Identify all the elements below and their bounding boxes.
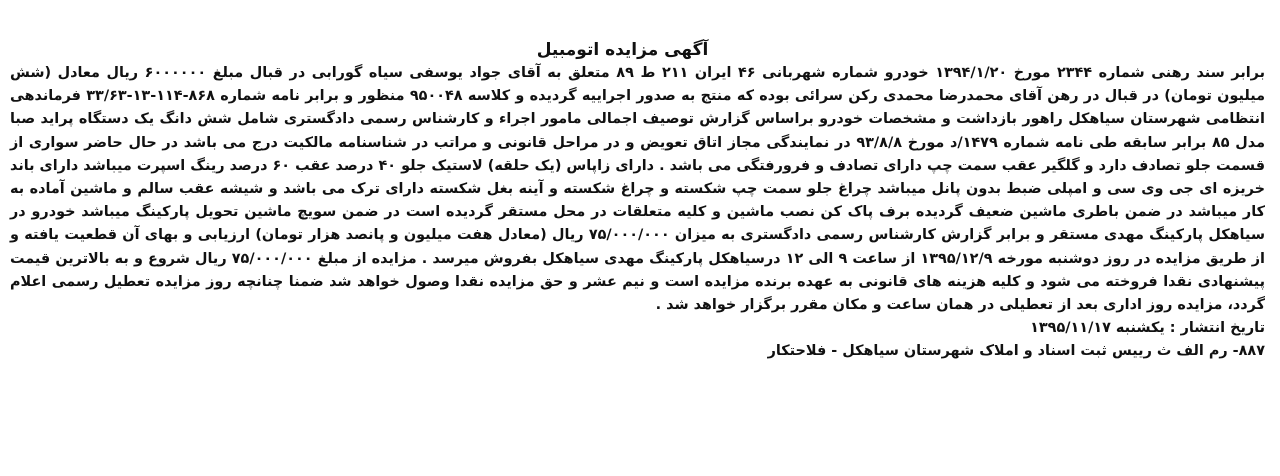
signature-line: ۸۸۷- رم الف ث رییس ثبت اسناد و املاک شهرستان سیاهکل - فلاحتکار xyxy=(767,343,1265,360)
notice-title: آگهی مزایده اتومبیل xyxy=(536,40,709,60)
watermark-phone: ۰۲۱-۸۸۳۴۹۶۷۰-۵ xyxy=(470,360,715,395)
publish-date: تاریخ انتشار : یکشنبه ۱۳۹۵/۱۱/۱۷ xyxy=(1030,320,1265,337)
auction-notice xyxy=(10,38,1265,456)
notice-body: برابر سند رهنی شماره ۲۳۴۴ مورخ ۱۳۹۴/۱/۲۰ خودرو شماره شهربانی ۴۶ ایران ۲۱۱ ط ۸۹ متعلق به آقای جواد یوسفی سیاه گورابی در قبال مبلغ ۶۰۰۰۰۰۰ ریال معادل (شش میلیون تومان) در قبال در رهن آقای محمدرضا محمدی رکن سرائی بوده که منتج به صدور اجراییه گردیده و کلاسه ۹۵۰۰۴۸ منظور و برابر نامه شماره ۸۶۸-۱۱۴-۱۳-۳۳/۶۳ فرماندهی انتظامی شهرستان سیاهکل راهور بازداشت و مشخصات خودرو براساس گزارش توصیف اجمالی مامور اجراء و کارشناس رسمی دادگستری شامل شش دانگ یک دستگاه پراید صبا مدل ۸۵ برابر سابقه طی نامه شماره ۱۴۷۹/د مورخ ۹۳/۸/۸ در نمایندگی مجاز اتاق تعویض و در مراحل قانونی و مراتب در شناسنامه مالکیت درج می باشد در حال حاضر سواری از قسمت جلو تصادف دارد و گلگیر عقب سمت چپ دارای تصادف و فرورفتگی می باشد . دارای زاپاس (یک حلقه) لاستیک جلو ۴۰ درصد عقب ۶۰ درصد رینگ اسپرت میباشد دارای باند خریزه ای جی وی سی و امپلی ضبط بدون پانل میباشد چراغ جلو سمت چپ شکسته و چراغ شکسته و آینه بغل شکسته دارای ترک می باشد و شیشه عقب سالم و ماشین آماده به کار میباشد در ضمن باطری ماشین ضعیف گردیده برف پاک کن نصب ماشین و کلیه متعلقات در محل مستقر گردیده است در ضمن سویچ ماشین تحویل پارکینگ میباشد خودرو در سیاهکل پارکینگ مهدی مستقر و برابر گزارش کارشناس رسمی دادگستری به میزان ۷۵/۰۰۰/۰۰۰ ریال (معادل هفت میلیون و پانصد هزار تومان) ارزیابی و بهای آن قطعیت یافته و از طریق مزایده در روز دوشنبه مورخه ۱۳۹۵/۱۲/۹ از ساعت ۹ الی ۱۲ درسیاهکل پارکینگ مهدی سیاهکل بفروش میرسد . مزایده از مبلغ ۷۵/۰۰۰/۰۰۰ ریال شروع و به بالاترین قیمت پیشنهادی نقدا فروخته می شود و کلیه هزینه های قانونی به عهده برنده مزایده است و نیم عشر و حق مزایده نقدا وصول خواهد شد ضمنا چنانچه روز مزایده تعطیل رسمی اعلام گردد، مزایده روز اداری بعد از تعطیلی در همان ساعت و مکان مقرر برگزار خواهد شد . xyxy=(10,65,1266,314)
